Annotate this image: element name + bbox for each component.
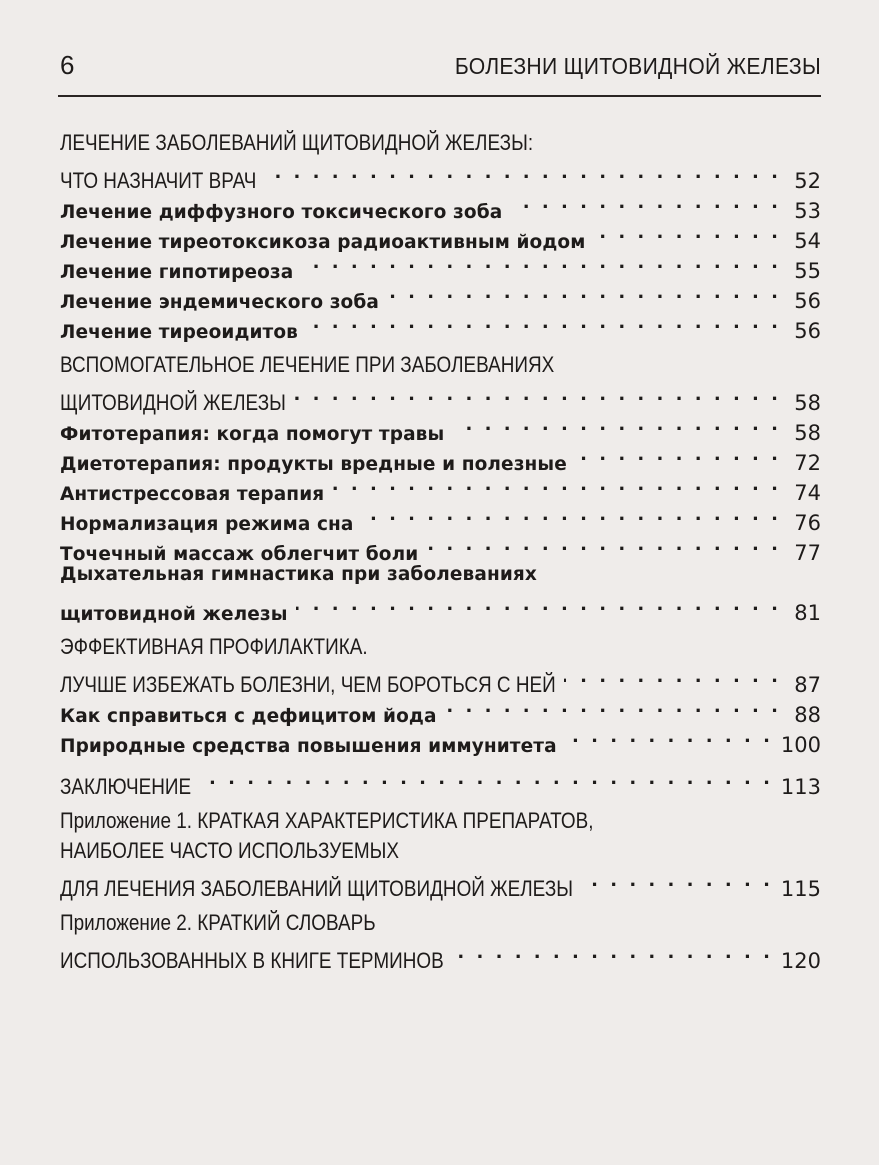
page-ref: 72 <box>794 451 821 475</box>
leader-dots <box>452 410 781 440</box>
leader-dots <box>362 500 781 530</box>
leader-dots <box>301 248 781 278</box>
entry-text: ВСПОМОГАТЕЛЬНОЕ ЛЕЧЕНИЕ ПРИ ЗАБОЛЕВАНИЯХ <box>60 352 555 377</box>
toc-item-line[interactable] <box>60 590 821 625</box>
page-ref: 54 <box>794 229 821 253</box>
toc-section <box>60 764 821 799</box>
entry-text: Точечный массаж облегчит боли <box>60 544 419 565</box>
section-title-line[interactable] <box>60 380 821 415</box>
page-ref: 55 <box>794 259 821 283</box>
page-header <box>60 50 821 90</box>
toc-section <box>60 632 821 757</box>
leader-dots <box>510 188 781 218</box>
section-title-line[interactable] <box>60 158 821 193</box>
entry-text: Природные средства повышения иммунитета <box>60 736 557 757</box>
page-ref: 120 <box>780 949 821 973</box>
page-ref: 58 <box>794 421 821 445</box>
section-title-line[interactable] <box>60 866 821 901</box>
entry-text: Дыхательная гимнастика при заболеваниях <box>60 564 537 585</box>
leader-dots <box>564 662 781 692</box>
entry-text: Лечение диффузного токсического зоба <box>60 202 503 223</box>
section-title-line[interactable] <box>60 764 821 799</box>
page-ref: 76 <box>794 511 821 535</box>
toc-section <box>60 128 821 343</box>
toc-section <box>60 806 821 901</box>
leader-dots <box>306 308 781 338</box>
page-ref: 88 <box>794 703 821 727</box>
page-ref: 81 <box>794 601 821 625</box>
toc-section <box>60 908 821 973</box>
section-title-line <box>60 836 821 866</box>
entry-text: щитовидной железы <box>60 604 288 625</box>
entry-text: НАИБОЛЕЕ ЧАСТО ИСПОЛЬЗУЕМЫХ <box>60 838 400 863</box>
entry-text: Лечение тиреоидитов <box>60 322 298 343</box>
leader-dots <box>445 692 781 722</box>
entry-text: ЗАКЛЮЧЕНИЕ <box>60 774 192 799</box>
page-ref: 87 <box>794 673 821 697</box>
entry-text: ЛУЧШЕ ИЗБЕЖАТЬ БОЛЕЗНИ, ЧЕМ БОРОТЬСЯ С НЕЙ <box>60 672 556 697</box>
leader-dots <box>452 938 773 968</box>
leader-dots <box>565 722 773 752</box>
entry-text: Лечение гипотиреоза <box>60 262 294 283</box>
leader-dots <box>332 470 781 500</box>
section-title-line[interactable] <box>60 938 821 973</box>
entry-text: Приложение 1. КРАТКАЯ ХАРАКТЕРИСТИКА ПРЕПАРАТОВ, <box>60 808 594 833</box>
entry-text: ИСПОЛЬЗОВАННЫХ В КНИГЕ ТЕРМИНОВ <box>60 948 444 973</box>
page-ref: 52 <box>794 169 821 193</box>
entry-text: ЧТО НАЗНАЧИТ ВРАЧ <box>60 168 257 193</box>
table-of-contents <box>60 128 821 980</box>
page-ref: 115 <box>780 877 821 901</box>
entry-text: ДЛЯ ЛЕЧЕНИЯ ЗАБОЛЕВАНИЙ ЩИТОВИДНОЙ ЖЕЛЕЗЫ <box>60 876 574 901</box>
leader-dots <box>387 278 781 308</box>
section-title-line <box>60 632 821 662</box>
header-rule <box>58 95 821 97</box>
leader-dots <box>426 530 781 560</box>
page-ref: 113 <box>780 775 821 799</box>
page-ref: 56 <box>794 319 821 343</box>
leader-dots <box>200 764 773 794</box>
entry-text: Нормализация режима сна <box>60 514 354 535</box>
entry-text: Как справиться с дефицитом йода <box>60 706 437 727</box>
leader-dots <box>593 218 781 248</box>
leader-dots <box>265 158 781 188</box>
page-number: 6 <box>60 50 75 80</box>
entry-text: Лечение эндемического зоба <box>60 292 379 313</box>
section-title-line[interactable] <box>60 662 821 697</box>
page-ref: 56 <box>794 289 821 313</box>
page-ref: 53 <box>794 199 821 223</box>
entry-text: ЩИТОВИДНОЙ ЖЕЛЕЗЫ <box>60 390 286 415</box>
page-ref: 58 <box>794 391 821 415</box>
page-ref: 74 <box>794 481 821 505</box>
entry-text: Фитотерапия: когда помогут травы <box>60 424 445 445</box>
leader-dots <box>581 866 773 896</box>
section-title-line <box>60 908 821 938</box>
leader-dots <box>294 380 781 410</box>
entry-text: ЭФФЕКТИВНАЯ ПРОФИЛАКТИКА. <box>60 634 368 659</box>
entry-text: Диетотерапия: продукты вредные и полезные <box>60 454 567 475</box>
page-ref: 77 <box>794 541 821 565</box>
toc-item-line <box>60 560 821 590</box>
entry-text: Лечение тиреотоксикоза радиоактивным йодом <box>60 232 586 253</box>
leader-dots <box>296 590 781 620</box>
entry-text: ЛЕЧЕНИЕ ЗАБОЛЕВАНИЙ ЩИТОВИДНОЙ ЖЕЛЕЗЫ: <box>60 130 534 155</box>
section-title-line <box>60 128 821 158</box>
section-title-line <box>60 806 821 836</box>
entry-text: Антистрессовая терапия <box>60 484 325 505</box>
page-ref: 100 <box>780 733 821 757</box>
running-title: БОЛЕЗНИ ЩИТОВИДНОЙ ЖЕЛЕЗЫ <box>454 53 821 79</box>
entry-text: Приложение 2. КРАТКИЙ СЛОВАРЬ <box>60 910 376 935</box>
section-title-line <box>60 350 821 380</box>
toc-section <box>60 350 821 625</box>
leader-dots <box>575 440 781 470</box>
